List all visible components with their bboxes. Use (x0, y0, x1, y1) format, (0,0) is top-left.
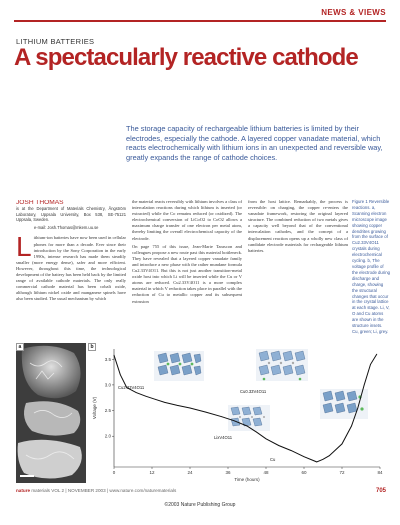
figure-panel-a (16, 343, 86, 483)
data-point (114, 355, 115, 356)
data-point (190, 408, 191, 409)
y-tick-label: 3.5 (104, 356, 111, 362)
data-point (120, 374, 121, 375)
data-point (205, 412, 206, 413)
panel-a-label: a (16, 343, 24, 351)
chart-annotation: Cu0.33V4O11 (240, 389, 267, 394)
data-point (291, 450, 292, 451)
data-point (376, 354, 377, 355)
x-tick-label: 48 (263, 470, 269, 475)
headline: A spectacularly reactive cathode (14, 44, 358, 71)
data-point (364, 385, 365, 386)
data-point (342, 444, 343, 445)
section-tag: NEWS & VIEWS (321, 8, 386, 17)
data-point (316, 462, 317, 463)
data-point (234, 420, 235, 421)
voltage-chart (88, 343, 388, 483)
data-point (155, 399, 156, 400)
data-point (351, 426, 352, 427)
data-point (357, 408, 358, 409)
y-axis-label: Voltage (V) (92, 396, 97, 420)
top-rule (14, 20, 386, 22)
chart-annotation: Cu2.33V4O11 (118, 385, 145, 390)
data-point (266, 438, 267, 439)
data-point (164, 402, 165, 403)
footer-citation (16, 488, 176, 493)
body-text-col2a: the material reacts reversibly with lithium involves a class of intercalation reactions during which lithium is inserted (or extracted) while the Co remains reduced (or oxidized). The electrochemical conversion of LiCoO2 to CoO2 allows a maximum charge transfer of one electron per metal atom, thereby limiting the overall electrochemical capacity of the electrode. (132, 199, 242, 241)
data-point (329, 455, 330, 456)
author-name: JOSH THOMAS (16, 200, 64, 206)
page-number: 705 (375, 488, 386, 494)
x-tick-label: 84 (377, 470, 383, 475)
footer-magazine-suffix: materials (31, 488, 50, 493)
x-axis-label: Time (hours) (234, 477, 260, 482)
x-tick-label: 36 (225, 470, 231, 475)
crystal-inset-2 (256, 349, 308, 381)
y-tick-label: 2.5 (104, 408, 111, 414)
y-tick-label: 3.0 (104, 382, 111, 388)
crystal-inset-3 (320, 389, 368, 419)
panel-b-label: b (88, 343, 96, 351)
data-point (278, 445, 279, 446)
data-point (370, 364, 371, 365)
data-point (323, 459, 324, 460)
x-tick-label: 12 (149, 470, 155, 475)
data-point (145, 396, 146, 397)
y-tick-label: 2.0 (104, 433, 111, 439)
crystal-inset-1 (154, 351, 204, 381)
chart-annotation: LixV4O11 (214, 435, 233, 440)
sem-image (16, 343, 86, 483)
body-text-col3: from the host lattice. Remarkably, the process is reversible: on charging, the copper re-enters the vanadate framework, restoring the original layered structure. The combined reduction of two metals gives a capacity well beyond that of the conventional intercalation cathodes, and the concept of a displacement reaction opens up a wholly new class of candidate electrode materials for rechargeable lithium batteries. (248, 199, 348, 253)
body-text-col2b: On page 755 of this issue, Jean-Marie Tarascon and colleagues propose a new route past this material bottleneck. They have revealed that a layered copper vanadate family and introduce a new phase with the rather mundane formula Cu2.33V4O11. But this is not just another transition-metal oxide host into which Li will be inserted while the Cu or V atoms are reduced. Cu2.33V4O11 is a more complex material in which V reduction takes place in parallel with the reduction of Cu to metallic copper and its subsequent extrusion (132, 243, 242, 304)
figure-panel-b (88, 343, 388, 483)
column-3 (248, 199, 348, 334)
data-point (304, 456, 305, 457)
copyright: ©2003 Nature Publishing Group (164, 502, 236, 508)
column-1 (16, 200, 126, 334)
body-text-col1: ithium-ion batteries have now been used in cellular phones for more than a decade. Ever since their introduction by the Sony Corporation in the early 1990s, intense research has made them steadily smaller (more energy dense), safer and more efficient. However, throughout this time, the technological development of the battery has been held back by the limited range of available cathode materials. The only really commercial cathode material has been cobalt oxide, although lithium nickel oxide and manganese spinels have also been studied. The usual mechanism by which (16, 235, 126, 302)
x-tick-label: 24 (187, 470, 193, 475)
drop-cap: L (16, 231, 32, 263)
data-point (221, 416, 222, 417)
x-tick-label: 72 (339, 470, 345, 475)
footer-issue: VOL 2 | NOVEMBER 2003 | www.nature.com/naturematerials (51, 488, 177, 493)
kicker: LITHIUM BATTERIES (16, 37, 95, 46)
lede: The storage capacity of rechargeable lithium batteries is limited by their electrodes, especially the cathode. A layered copper vanadate material, which reacts electrochemically with lithium ions in an unexpected and reversible way, greatly expands the range of cathode choices. (126, 124, 383, 162)
column-2 (132, 199, 242, 334)
data-point (247, 426, 248, 427)
x-tick-label: 60 (301, 470, 307, 475)
figure-caption: Figure 1 Reversible reactions. a, Scanning electron microscope image showing copper dendrites growing from the surface of Cu2.33V4O11 crystals during electrochemical cycling. b, The voltage profile of the electrode during discharge and charge, showing the structural changes that occur in the crystal lattice at each stage. Li, V, O and Cu atoms are shown in the structure insets. Cu, green; Li, grey. (352, 199, 390, 334)
footer-magazine: nature (16, 488, 31, 493)
data-point (256, 432, 257, 433)
data-point (177, 405, 178, 406)
author-email[interactable]: e-mail: Josh.Thomas@mkem.uu.se (34, 225, 99, 231)
x-tick-label: 0 (112, 470, 116, 475)
author-affiliation: is at the Department of Materials Chemistry, Ångström Laboratory, Uppsala University, Box 538, SE-75121 Uppsala, Sweden. (16, 206, 126, 222)
chart-annotation: Cu (270, 457, 276, 462)
data-point (136, 392, 137, 393)
